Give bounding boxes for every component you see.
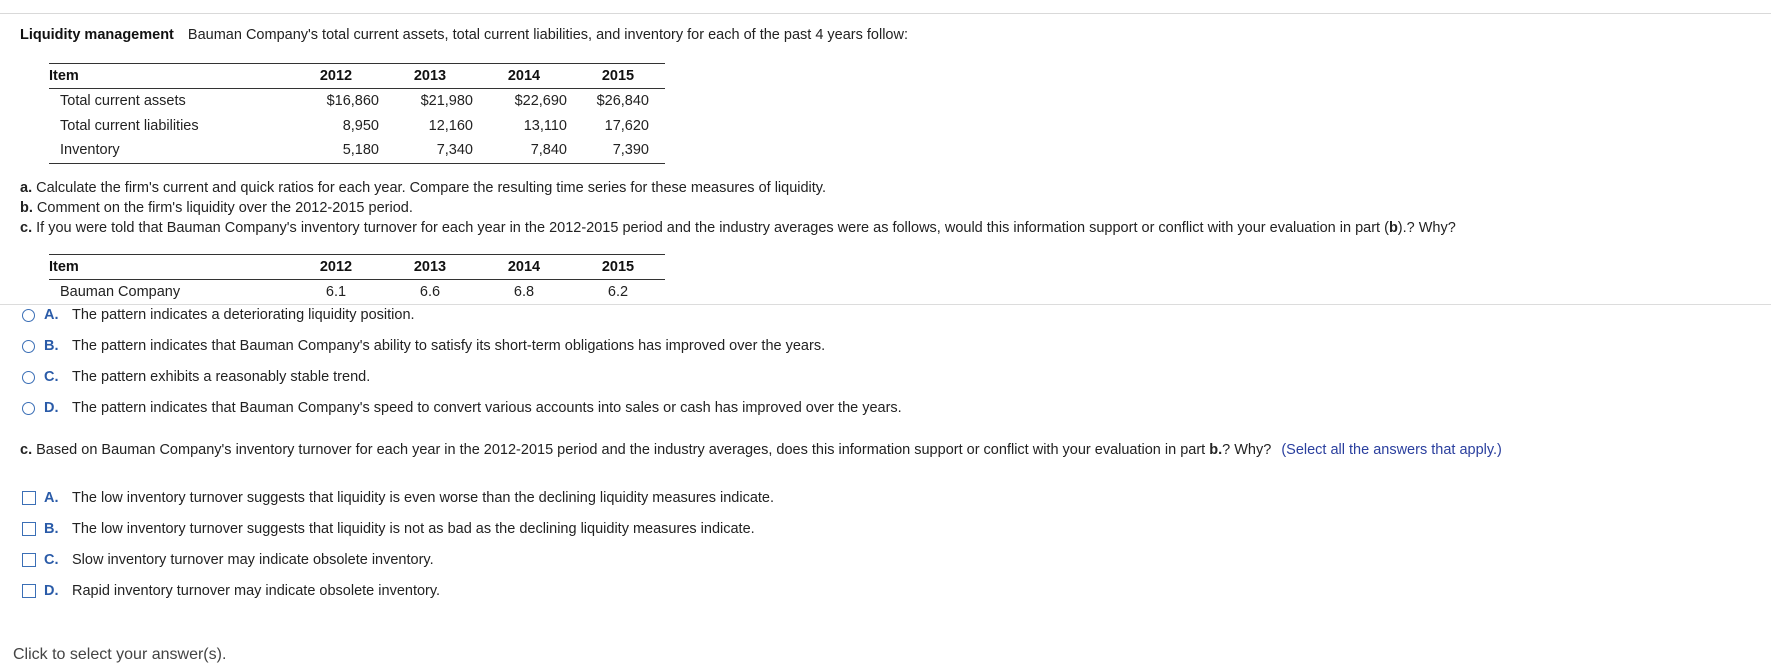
- option-text[interactable]: The pattern indicates a deteriorating liquidity position.: [72, 307, 415, 323]
- table-row: [49, 114, 665, 139]
- cell: 6.1: [325, 284, 347, 301]
- status-footer: Click to select your answer(s).: [13, 646, 227, 663]
- option-letter: A.: [44, 490, 59, 506]
- cell: 5,180: [342, 142, 379, 159]
- radio-option-d[interactable]: [22, 400, 902, 416]
- option-text[interactable]: The low inventory turnover suggests that liquidity is even worse than the declining liquidity measures indicate.: [72, 490, 775, 506]
- option-letter: C.: [44, 552, 59, 568]
- radio-button[interactable]: [22, 309, 35, 322]
- checkbox-option-d[interactable]: [22, 583, 440, 599]
- radio-button[interactable]: [22, 340, 35, 353]
- cell: $22,690: [514, 93, 567, 110]
- header-2015: 2015: [601, 68, 635, 84]
- header-2014: 2014: [507, 68, 541, 84]
- cell: $21,980: [420, 93, 473, 110]
- cell: 6.2: [607, 284, 629, 301]
- cell: $26,840: [596, 93, 649, 110]
- balance-table: [49, 63, 665, 164]
- part-c-bold: b.: [1209, 442, 1223, 458]
- checkbox[interactable]: [22, 553, 36, 567]
- question-c-tail: ).? Why?: [1397, 220, 1456, 236]
- question-b-letter: b.: [20, 200, 33, 216]
- table-row: [49, 280, 665, 305]
- checkbox-option-c[interactable]: [22, 552, 434, 568]
- part-c-letter: c.: [20, 442, 33, 458]
- section-divider: [0, 304, 1771, 305]
- cell: 7,390: [612, 142, 649, 159]
- row-label: Total current liabilities: [60, 117, 199, 134]
- problem-title: Liquidity management: [20, 27, 174, 43]
- row-label: Bauman Company: [60, 284, 181, 301]
- option-text[interactable]: Slow inventory turnover may indicate obsolete inventory.: [72, 552, 434, 568]
- option-letter: A.: [44, 307, 59, 323]
- option-letter: D.: [44, 583, 59, 599]
- header-2014: 2014: [507, 259, 541, 275]
- question-c-bold: b: [1388, 220, 1398, 236]
- part-c-text: Based on Bauman Company's inventory turnover for each year in the 2012-2015 period and the industry averages, does this information support or conflict with your evaluation in part: [36, 442, 1206, 458]
- option-letter: B.: [44, 338, 59, 354]
- cell: 6.8: [513, 284, 535, 301]
- row-label: Inventory: [60, 142, 120, 159]
- question-b-text: Comment on the firm's liquidity over the 2012-2015 period.: [36, 200, 413, 216]
- option-text[interactable]: The pattern indicates that Bauman Company's ability to satisfy its short-term obligations has improved over the years.: [72, 338, 826, 354]
- part-c-tail: ? Why?: [1222, 442, 1272, 458]
- cell: 13,110: [523, 117, 567, 134]
- problem-intro: Bauman Company's total current assets, total current liabilities, and inventory for each of the past 4 years follow:: [187, 27, 908, 43]
- option-text[interactable]: The pattern exhibits a reasonably stable trend.: [72, 369, 371, 385]
- cell: 7,840: [530, 142, 567, 159]
- question-a-letter: a.: [20, 180, 33, 196]
- question-a: [20, 180, 826, 196]
- turnover-table: [49, 254, 665, 305]
- header-2013: 2013: [413, 259, 447, 275]
- header-2015: 2015: [601, 259, 635, 275]
- table-header-row: [49, 255, 665, 280]
- checkbox[interactable]: [22, 522, 36, 536]
- radio-button[interactable]: [22, 371, 35, 384]
- radio-option-c[interactable]: [22, 369, 370, 385]
- checkbox-option-a[interactable]: [22, 490, 774, 506]
- option-letter: C.: [44, 369, 59, 385]
- row-label: Total current assets: [60, 93, 186, 110]
- part-c-question: [20, 442, 1502, 458]
- table-header-row: [49, 64, 665, 89]
- checkbox-option-b[interactable]: [22, 521, 755, 537]
- header-item: Item: [49, 68, 79, 84]
- option-text[interactable]: Rapid inventory turnover may indicate obsolete inventory.: [72, 583, 441, 599]
- cell: $16,860: [326, 93, 379, 110]
- question-a-text: Calculate the firm's current and quick ratios for each year. Compare the resulting time series for these measures of liquidity.: [36, 180, 827, 196]
- radio-option-a[interactable]: [22, 307, 415, 323]
- option-letter: B.: [44, 521, 59, 537]
- problem-header: [20, 27, 908, 43]
- option-text[interactable]: The pattern indicates that Bauman Company's speed to convert various accounts into sales or cash has improved over the years.: [72, 400, 902, 416]
- header-2013: 2013: [413, 68, 447, 84]
- top-divider: [0, 13, 1771, 14]
- table-row: [49, 89, 665, 114]
- header-2012: 2012: [319, 68, 353, 84]
- checkbox[interactable]: [22, 584, 36, 598]
- radio-button[interactable]: [22, 402, 35, 415]
- cell: 7,340: [436, 142, 473, 159]
- option-letter: D.: [44, 400, 59, 416]
- table-row: [49, 138, 665, 163]
- checkbox[interactable]: [22, 491, 36, 505]
- question-c-text: If you were told that Bauman Company's inventory turnover for each year in the 2012-2015 period and the industry averages were as follows, would this information support or conflict with your evaluation in part (: [36, 220, 1389, 236]
- radio-option-b[interactable]: [22, 338, 825, 354]
- header-2012: 2012: [319, 259, 353, 275]
- select-all-hint: (Select all the answers that apply.): [1281, 442, 1502, 458]
- cell: 17,620: [604, 117, 649, 134]
- cell: 12,160: [428, 117, 473, 134]
- cell: 6.6: [419, 284, 441, 301]
- question-b: [20, 200, 413, 216]
- question-c-letter: c.: [20, 220, 33, 236]
- option-text[interactable]: The low inventory turnover suggests that liquidity is not as bad as the declining liquidity measures indicate.: [72, 521, 755, 537]
- header-item: Item: [49, 259, 79, 275]
- question-c: [20, 220, 1456, 236]
- cell: 8,950: [342, 117, 379, 134]
